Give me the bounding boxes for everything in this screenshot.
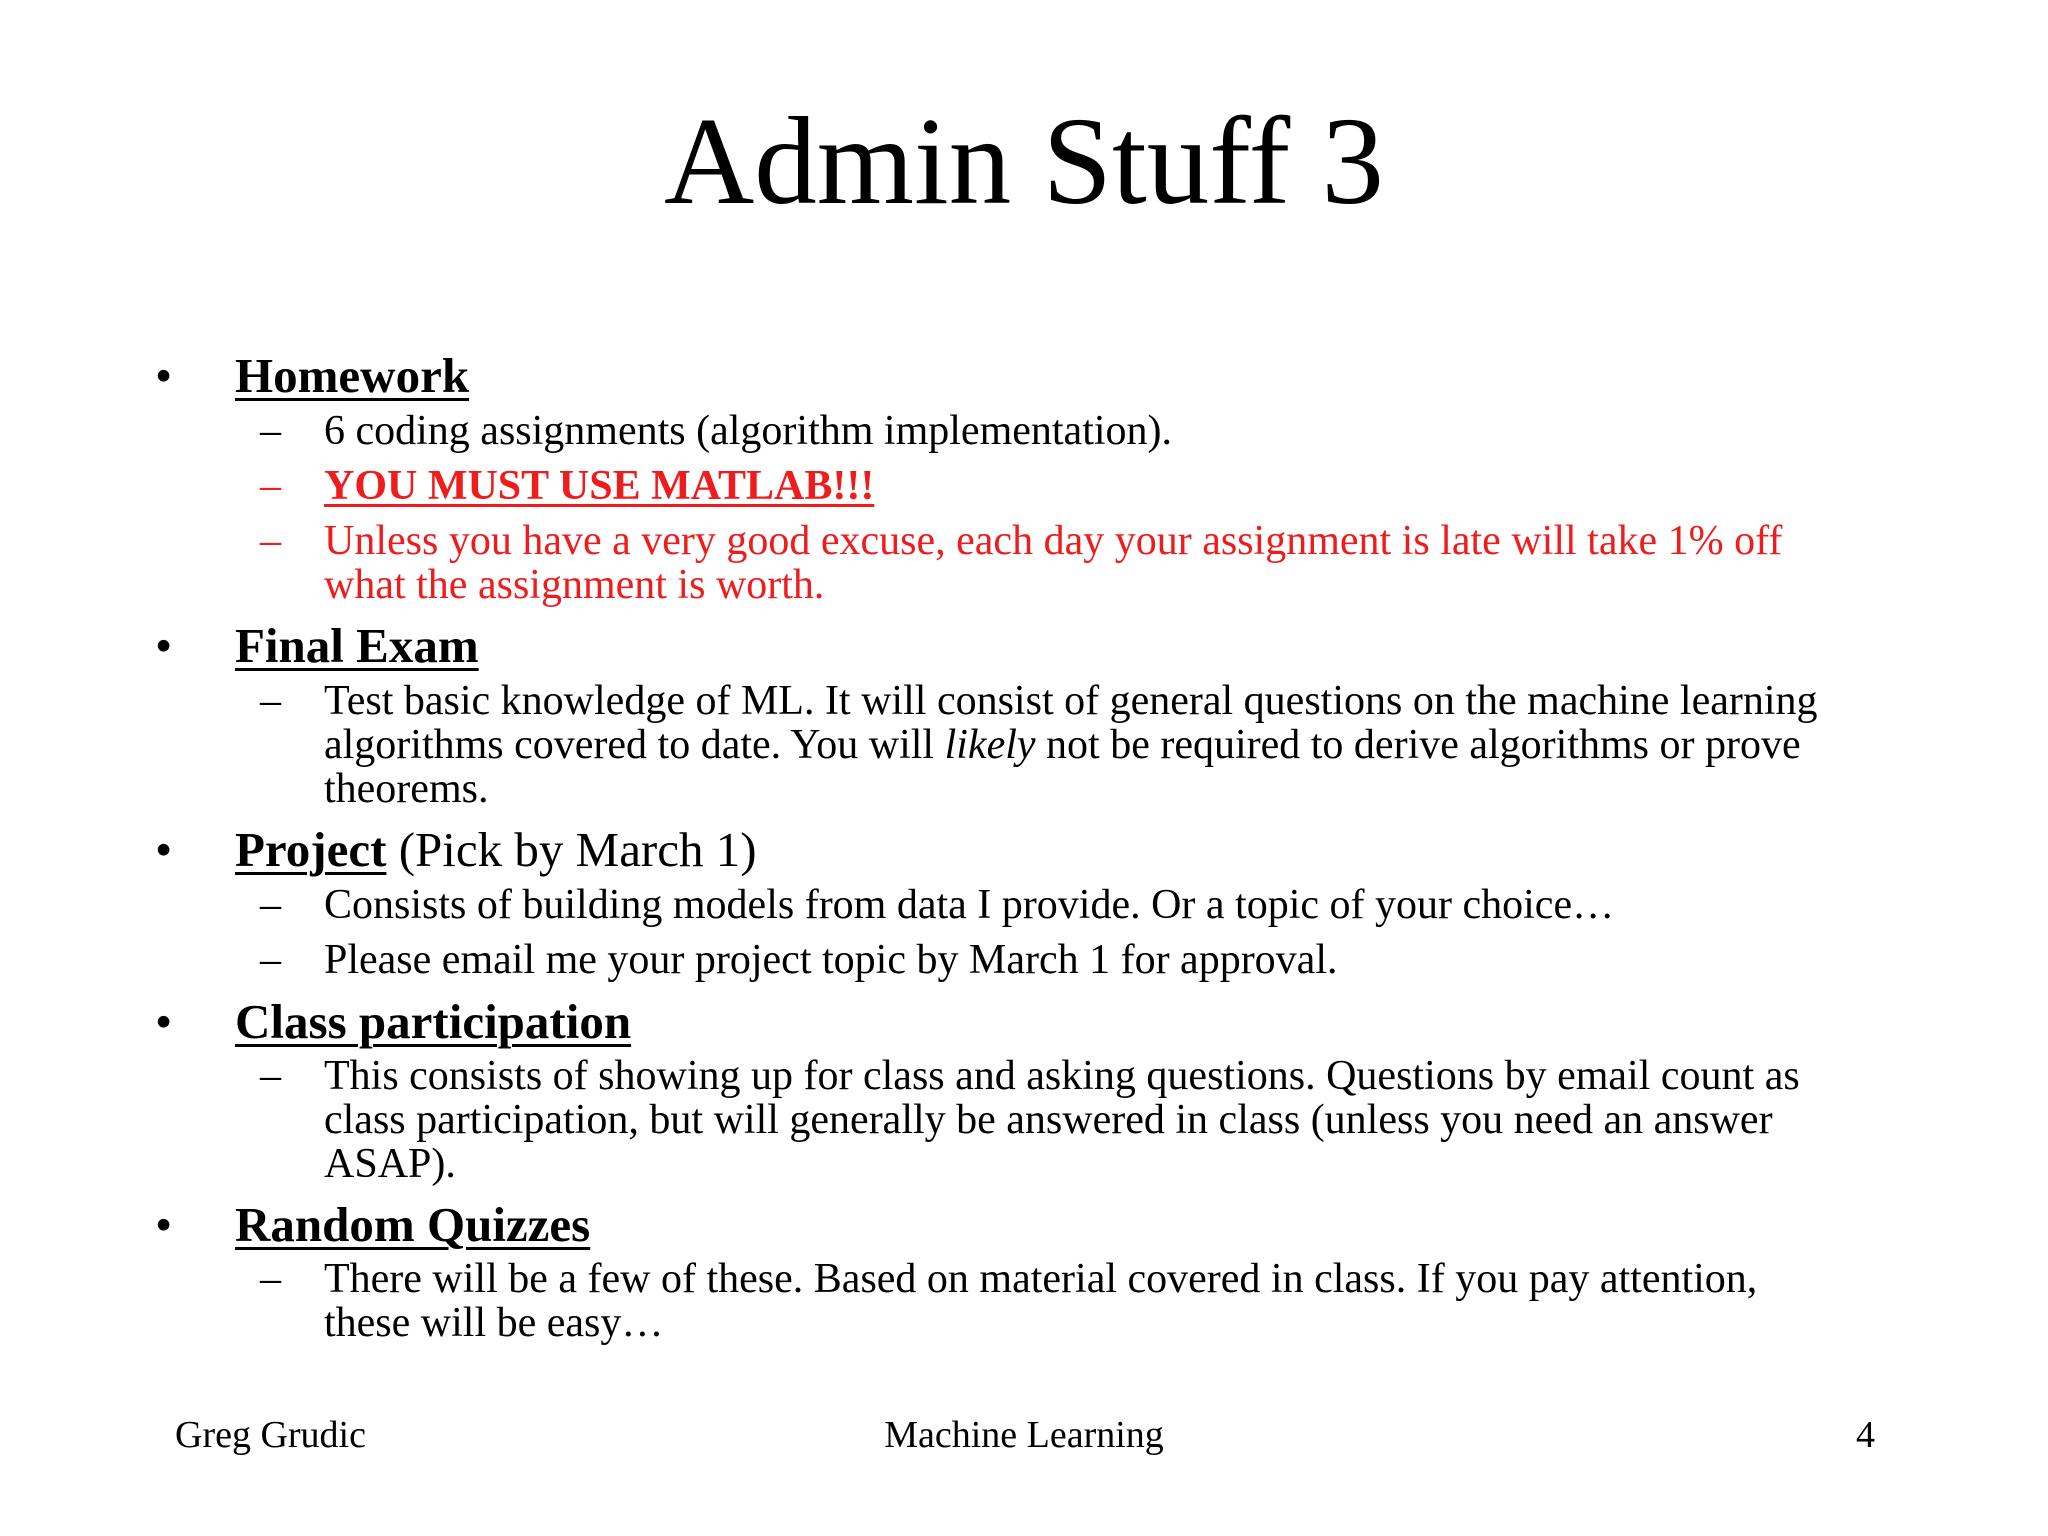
dash-symbol: – xyxy=(260,463,281,509)
late-policy-text: Unless you have a very good excuse, each day your assignment is late will take 1% off what the assignment is worth. xyxy=(324,518,1783,608)
dash-symbol: – xyxy=(260,518,281,564)
bullet-symbol: • xyxy=(155,994,173,1049)
slide-title: Admin Stuff 3 xyxy=(664,93,1384,231)
bullet-symbol: • xyxy=(155,618,173,673)
sub-item-text: Please email me your project topic by March 1 for approval. xyxy=(324,937,1338,983)
footer-page-number: 4 xyxy=(1856,1414,1875,1456)
final-exam-text-part1: Test basic knowledge of ML. It will consist of general questions on the machine learning algorithms covered to date. You will xyxy=(324,678,1818,768)
footer-author: Greg Grudic xyxy=(175,1414,366,1456)
sub-item-text: This consists of showing up for class and asking questions. Questions by email count as class participation, but will generally be answered in class (unless you need an answer ASAP). xyxy=(324,1053,1800,1187)
section-heading-homework: Homework xyxy=(235,348,470,403)
dash-symbol: – xyxy=(260,408,281,454)
final-exam-text-part2: not be required to derive algorithms or prove theorems. xyxy=(324,722,1801,812)
final-exam-text xyxy=(324,679,1824,811)
section-heading-class-participation: Class participation xyxy=(235,994,632,1049)
bullet-symbol: • xyxy=(155,1197,173,1252)
section-heading-final-exam: Final Exam xyxy=(235,618,479,673)
sub-item-text: 6 coding assignments (algorithm implementation). xyxy=(324,408,1173,454)
dash-symbol: – xyxy=(260,937,281,983)
project-heading-note: (Pick by March 1) xyxy=(386,822,757,877)
emphasis-likely: likely xyxy=(944,722,1036,768)
project-heading-line xyxy=(235,820,757,880)
dash-symbol: – xyxy=(260,1053,281,1099)
section-heading-project: Project xyxy=(235,822,387,877)
matlab-warning: YOU MUST USE MATLAB!!! xyxy=(324,463,875,509)
section-heading-random-quizzes: Random Quizzes xyxy=(235,1197,591,1252)
bullet-symbol: • xyxy=(155,822,173,877)
dash-symbol: – xyxy=(260,882,281,928)
sub-item-text: There will be a few of these. Based on material covered in class. If you pay attention, these will be easy… xyxy=(324,1256,1758,1346)
sub-item-text: Consists of building models from data I provide. Or a topic of your choice… xyxy=(324,882,1615,928)
bullet-symbol: • xyxy=(155,348,173,403)
dash-symbol: – xyxy=(260,678,281,724)
dash-symbol: – xyxy=(260,1256,281,1302)
footer-course: Machine Learning xyxy=(884,1414,1164,1456)
